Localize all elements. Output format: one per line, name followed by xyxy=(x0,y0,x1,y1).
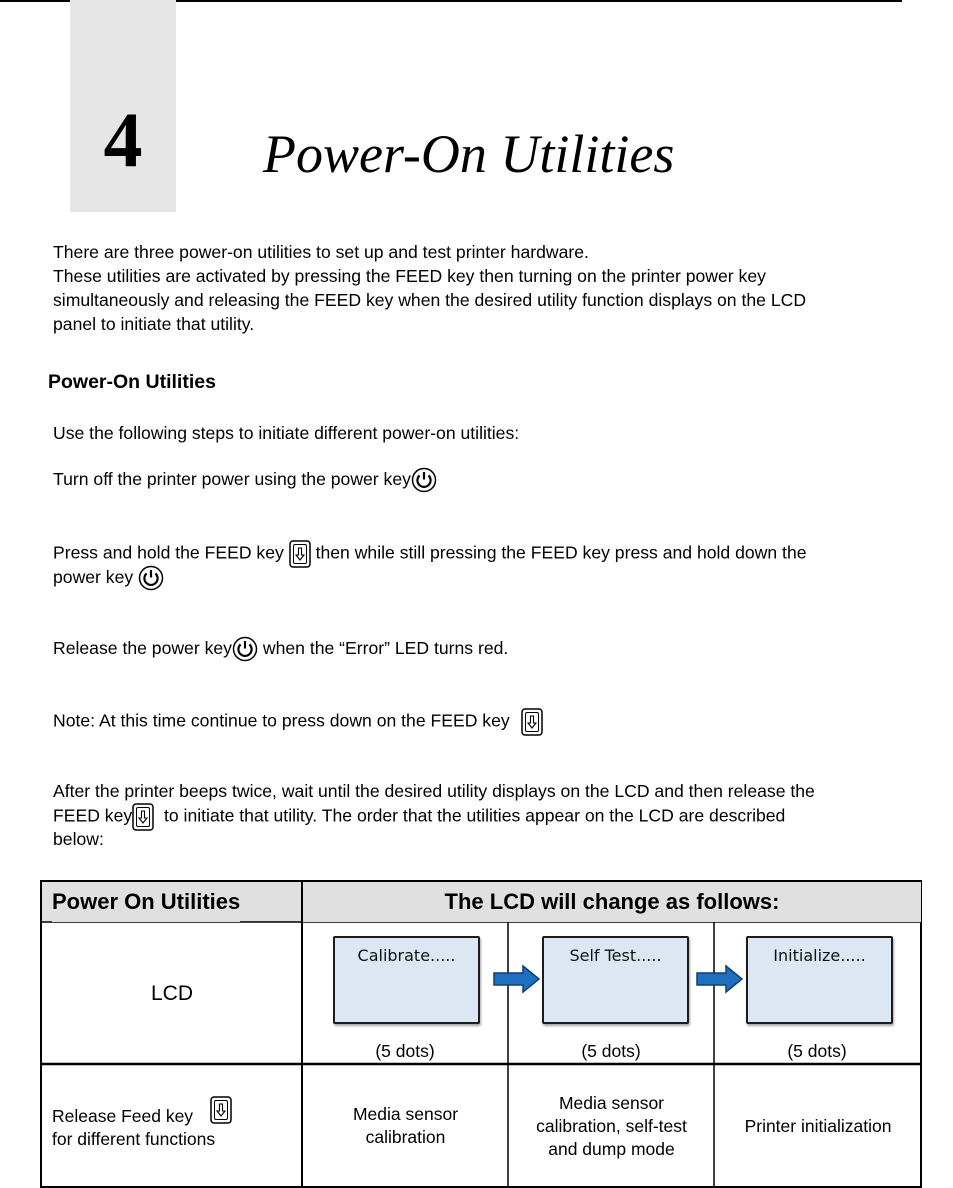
step-release-text-a: Release the power key xyxy=(53,638,232,658)
lcd-screen-initialize xyxy=(746,936,893,1024)
function-text: Media sensor xyxy=(558,1092,665,1113)
lcd-screen-self-test xyxy=(542,936,689,1024)
function-text: calibration xyxy=(365,1127,446,1147)
lcd-screen-calibrate-text: Calibrate..... xyxy=(357,946,456,965)
lcd-dots-label: (5 dots) xyxy=(581,1041,641,1061)
intro-line-2: These utilities are activated by pressing the FEED key then turning on the printer power key xyxy=(53,266,766,286)
table-header-lcd-changes: The LCD will change as follows: xyxy=(303,882,921,922)
lcd-screen-self-test-text: Self Test..... xyxy=(569,946,662,965)
chapter-number: 4 xyxy=(103,96,143,183)
chapter-title: Power-On Utilities xyxy=(263,124,675,184)
intro-line-1: There are three power-on utilities to set up and test printer hardware. xyxy=(53,242,589,262)
release-feed-label-line-1: Release Feed key xyxy=(52,1106,194,1126)
release-feed-label-line-2: for different functions xyxy=(52,1129,216,1149)
function-printer-initialization xyxy=(715,1065,921,1187)
step-after-line-1: After the printer beeps twice, wait until the desired utility displays on the LCD and then release the xyxy=(53,781,815,801)
function-text: calibration, self-test xyxy=(536,1115,687,1136)
step-press-text-b: then while still pressing the FEED key press and hold down the xyxy=(315,542,807,563)
step-after-text-b: to initiate that utility. The order that the utilities appear on the LCD are described xyxy=(163,805,786,826)
right-arrow-icon xyxy=(696,964,744,994)
function-media-calibration xyxy=(303,1065,508,1187)
release-feed-label xyxy=(52,1096,232,1151)
section-heading: Power-On Utilities xyxy=(48,371,216,393)
step-turn-off-text: Turn off the printer power using the power key xyxy=(53,469,411,489)
step-release-text-b: when the “Error” LED turns red. xyxy=(262,638,509,658)
step-note-text: Note: At this time continue to press down on the FEED key xyxy=(53,710,510,731)
lcd-row-label: LCD xyxy=(150,982,193,1005)
step-after-text-a: FEED key xyxy=(53,805,133,826)
function-text: Printer initialization xyxy=(744,1115,892,1136)
lcd-screen-initialize-text: Initialize..... xyxy=(773,946,866,965)
lcd-dots-label: (5 dots) xyxy=(787,1041,847,1061)
intro-line-4: panel to initiate that utility. xyxy=(53,314,255,334)
table-header-utilities: Power On Utilities xyxy=(52,882,240,922)
step-press-text-c: power key xyxy=(53,567,134,587)
right-arrow-icon xyxy=(493,964,541,994)
feed-key-icon xyxy=(210,1096,232,1124)
intro-line-3: simultaneously and releasing the FEED key when the desired utility function displays on the LCD xyxy=(53,290,807,310)
step-press-text-a: Press and hold the FEED key xyxy=(53,542,284,563)
lcd-dots-label: (5 dots) xyxy=(375,1041,435,1061)
step-after-line-3: below: xyxy=(53,829,104,849)
function-text: Media sensor xyxy=(352,1104,459,1124)
function-text: and dump mode xyxy=(548,1138,675,1159)
lcd-screen-calibrate xyxy=(333,936,480,1024)
steps-intro: Use the following steps to initiate different power-on utilities: xyxy=(53,423,520,443)
function-self-test-dump xyxy=(509,1065,714,1187)
